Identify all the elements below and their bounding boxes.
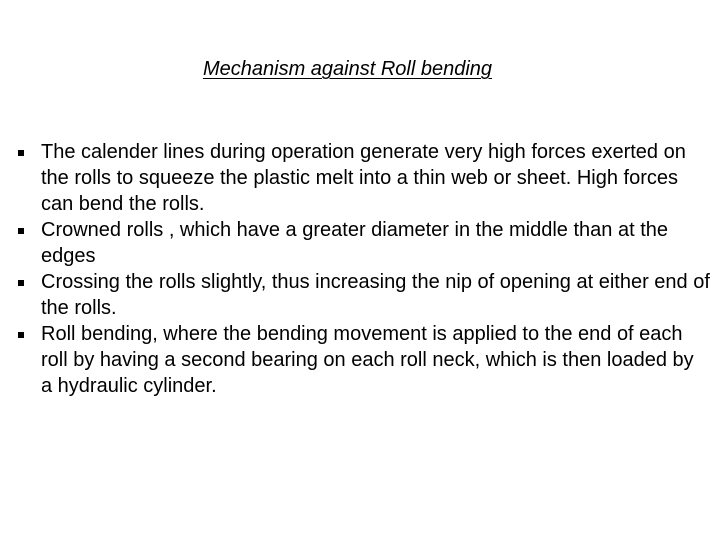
bullet-text: Roll bending, where the bending movement is applied to the end of each roll by having a second bearing on each roll neck, which is then loaded by a hydraulic cylinder.: [41, 323, 694, 397]
square-bullet-icon: [18, 332, 24, 338]
square-bullet-icon: [18, 150, 24, 156]
bullet-item: [20, 139, 710, 217]
bullet-text: Crowned rolls , which have a greater diameter in the middle than at the edges: [41, 219, 669, 267]
bullet-item: [20, 269, 710, 321]
bullet-list: [20, 139, 710, 399]
bullet-item: [20, 321, 710, 399]
bullet-text: The calender lines during operation generate very high forces exerted on the rolls to squeeze the plastic melt into a thin web or sheet. High forces can bend the rolls.: [41, 141, 686, 215]
bullet-text: Crossing the rolls slightly, thus increasing the nip of opening at either end of the rolls.: [41, 271, 710, 319]
square-bullet-icon: [18, 228, 24, 234]
slide-title: Mechanism against Roll bending: [202, 58, 493, 80]
bullet-item: [20, 217, 710, 269]
square-bullet-icon: [18, 280, 24, 286]
